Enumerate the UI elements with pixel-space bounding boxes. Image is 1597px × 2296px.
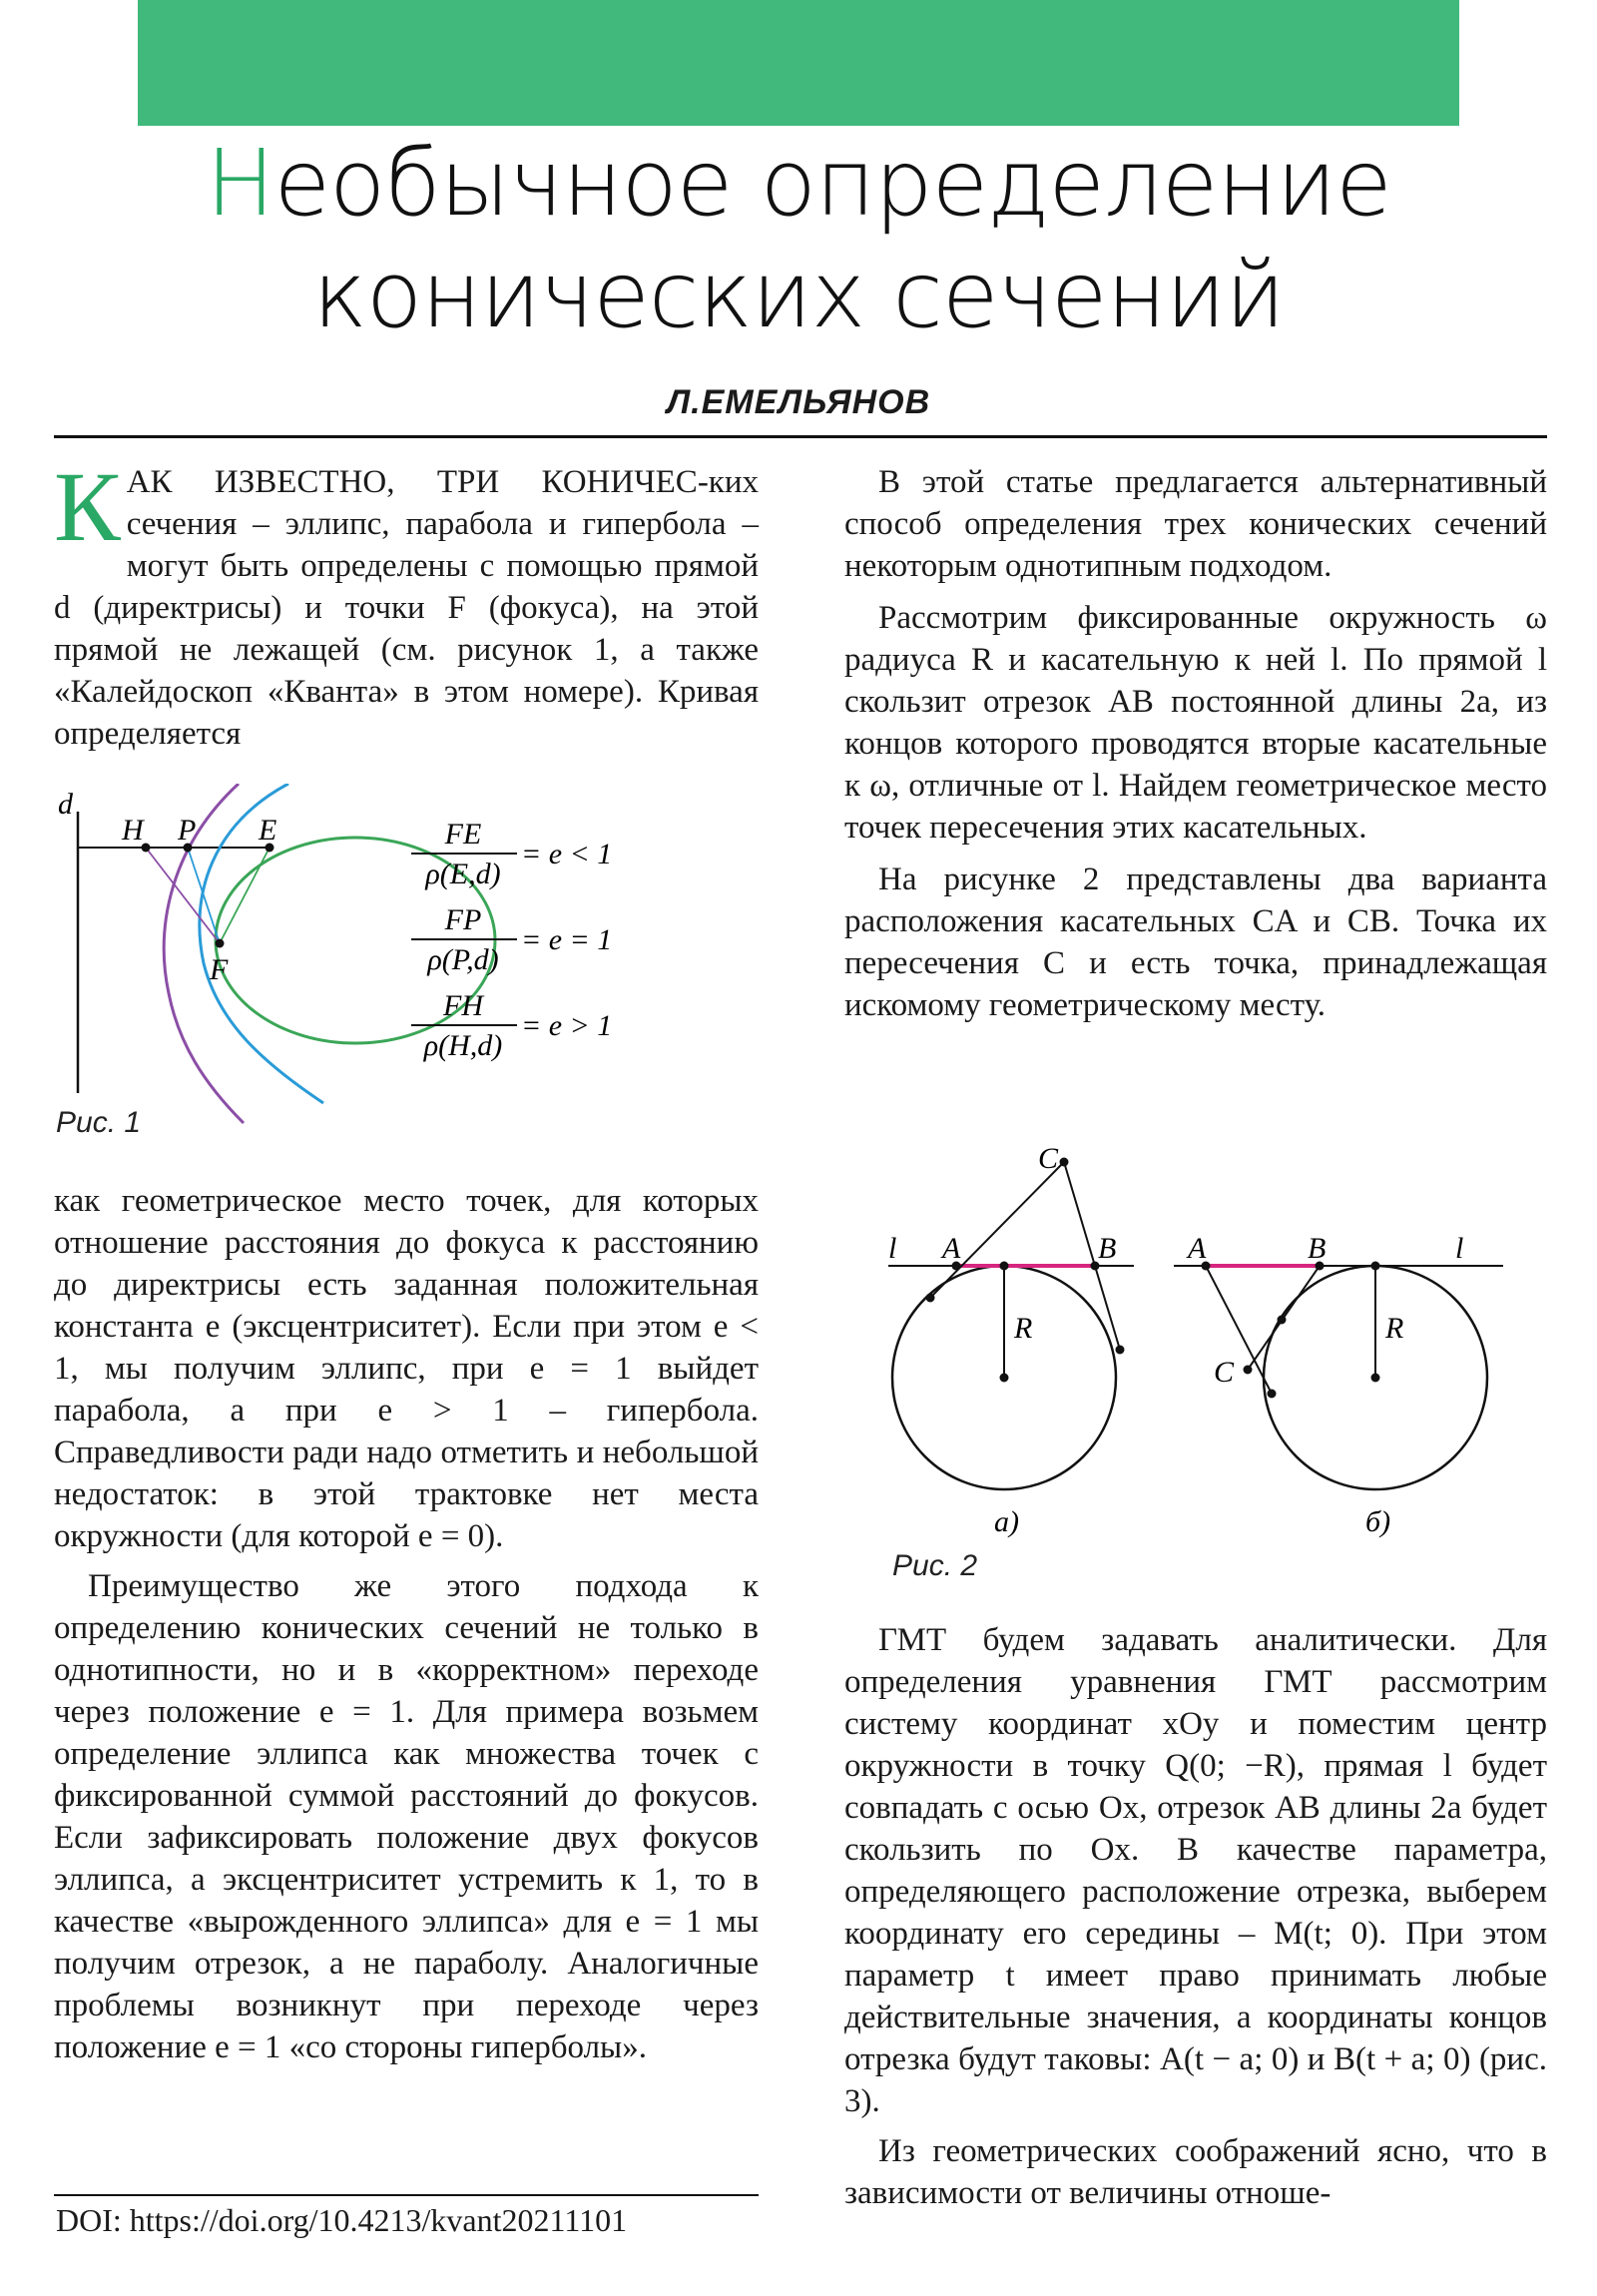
center-b: [1371, 1374, 1380, 1383]
formula-hyperbola-num: FH: [443, 989, 483, 1022]
label-H: H: [122, 814, 144, 847]
right-bottom: [844, 1619, 1547, 2214]
sub-caption-a: а): [994, 1505, 1019, 1538]
figure-1: [54, 784, 759, 1163]
label-F: F: [210, 953, 229, 986]
line-FE: [220, 848, 269, 943]
label-d: d: [58, 788, 73, 821]
label-R-a: R: [1014, 1312, 1033, 1345]
tangency-A-side-b: [1268, 1390, 1277, 1399]
label-P: P: [178, 814, 197, 847]
label-B-b: B: [1308, 1232, 1327, 1265]
title-line1: еобычное определение: [273, 130, 1391, 237]
label-A-a: A: [942, 1232, 961, 1265]
figure-2: [844, 1138, 1547, 1557]
hyperbola-curve: [164, 784, 244, 1123]
formula-parabola-num: FP: [444, 903, 482, 936]
page-title: [0, 128, 1597, 351]
line-FP: [188, 848, 220, 943]
right-paragraph-1: В этой статье предлагается альтернативный способ определения трех конических сечений некоторым однотипным подходом.: [844, 464, 1547, 584]
formula-parabola: [411, 903, 612, 976]
formula-parabola-rel: = e = 1: [521, 923, 613, 956]
formula-parabola-den: ρ(P,d): [427, 943, 499, 976]
point-F: [216, 939, 225, 948]
left-paragraph-continued: как геометрическое место точек, для которых отношение расстояния до фокуса к расстоянию до директрисы есть заданная положительная константа e (эксцентриситет). Если при этом e < 1, мы получим эллипс, при e = 1 выйдет парабола, а при e > 1 – гипербола. Справедливости ради надо отметить и небольшой недостаток: в этой трактовке нет места окружности (для которой e = 0).: [54, 1183, 759, 1554]
header-rule: [54, 435, 1547, 438]
formula-ellipse-rel: = e < 1: [521, 838, 613, 870]
center-a: [1000, 1374, 1009, 1383]
label-A-b: A: [1188, 1232, 1207, 1265]
title-line2: конических сечений: [312, 242, 1285, 348]
point-C-b: [1244, 1366, 1253, 1375]
intro-text: АК ИЗВЕСТНО, ТРИ КОНИЧЕС-ких сечения – эллипс, парабола и гипербола – могут быть определены с помощью прямой d (директрисы) и точки F (фокуса), на этой прямой не лежащей (см. рисунок 1, а также «Калейдоскоп «Кванта» в этом номере). Кривая определяется: [54, 464, 759, 752]
doi-link[interactable]: DOI: https://doi.org/10.4213/kvant20211101: [56, 2202, 628, 2238]
header-band: [138, 0, 1459, 126]
label-l-b: l: [1455, 1232, 1464, 1265]
figure-2b: [1174, 1232, 1503, 1538]
tangent-CA-a: [930, 1162, 1064, 1298]
label-C-b: C: [1214, 1356, 1235, 1389]
right-paragraph-2: Рассмотрим фиксированные окружность ω радиуса R и касательную к ней l. По прямой l скользит отрезок AB постоянной длины 2a, из концов которого проводятся вторые касательные к ω, отличные от l. Найдем геометрическое место точек пересечения этих касательных.: [844, 600, 1547, 846]
author-name: Л.ЕМЕЛЬЯНОВ: [666, 383, 931, 421]
label-C-a: C: [1038, 1142, 1059, 1175]
tangency-right-a: [1116, 1346, 1125, 1355]
right-top: [844, 461, 1547, 1026]
title-first-letter: Н: [206, 130, 274, 237]
formula-hyperbola-rel: = e > 1: [521, 1009, 613, 1042]
dropcap: К: [54, 451, 121, 562]
left-paragraph-2: Преимущество же этого подхода к определению конических сечений не только в однотипности, но и в «корректном» переходе через положение e = 1. Для примера возьмем определение эллипса как множества точек с фиксированной суммой расстояний до фокусов. Если зафиксировать положение двух фокусов эллипса, а эксцентриситет устремить к 1, то в качестве «вырожденного эллипса» для e = 1 мы получим отрезок, а не параболу. Аналогичные проблемы возникнут при переходе через положение e = 1 «со стороны гиперболы».: [54, 1568, 759, 2065]
left-body: [54, 1180, 759, 2068]
label-l-a: l: [888, 1232, 897, 1265]
formula-ellipse-den: ρ(E,d): [425, 858, 501, 890]
figure-2a: [888, 1142, 1134, 1538]
right-paragraph-5: Из геометрических соображений ясно, что в зависимости от величины отноше-: [844, 2133, 1547, 2211]
right-paragraph-4: ГМТ будем задавать аналитически. Для определения уравнения ГМТ рассмотрим систему координат xOy и поместим центр окружности в точку Q(0; −R), прямая l будет совпадать с осью Ox, отрезок AB длины 2a будет скользить по Ox. В качестве параметра, определяющего расположение отрезка, выберем координату его середины – M(t; 0). При этом параметр t имеет право принимать любые действительные значения, а координаты концов отрезка будут таковы: A(t − a; 0) и B(t + a; 0) (рис. 3).: [844, 1622, 1547, 2119]
figure-2-caption: Рис. 2: [892, 1549, 978, 1582]
figure-1-caption: Рис. 1: [56, 1106, 142, 1139]
formula-ellipse-num: FE: [444, 818, 482, 851]
tangency-left-a: [926, 1294, 935, 1303]
point-C-a: [1060, 1158, 1069, 1167]
label-B-a: B: [1098, 1232, 1117, 1265]
formula-ellipse: [411, 818, 612, 890]
doi-rule: [54, 2194, 759, 2196]
tangency-B-side-b: [1278, 1316, 1287, 1325]
left-intro: [54, 451, 759, 755]
tangency-top-b: [1371, 1262, 1380, 1271]
right-paragraph-3: На рисунке 2 представлены два варианта расположения касательных CA и CB. Точка их пересечения C и есть точка, принадлежащая искомому геометрическому месту.: [844, 861, 1547, 1023]
label-R-b: R: [1385, 1312, 1404, 1345]
formula-hyperbola-den: ρ(H,d): [423, 1029, 503, 1062]
formula-hyperbola: [411, 989, 612, 1062]
sub-caption-b: б): [1365, 1505, 1391, 1538]
tangency-top-a: [1000, 1262, 1009, 1271]
label-E: E: [259, 814, 277, 847]
